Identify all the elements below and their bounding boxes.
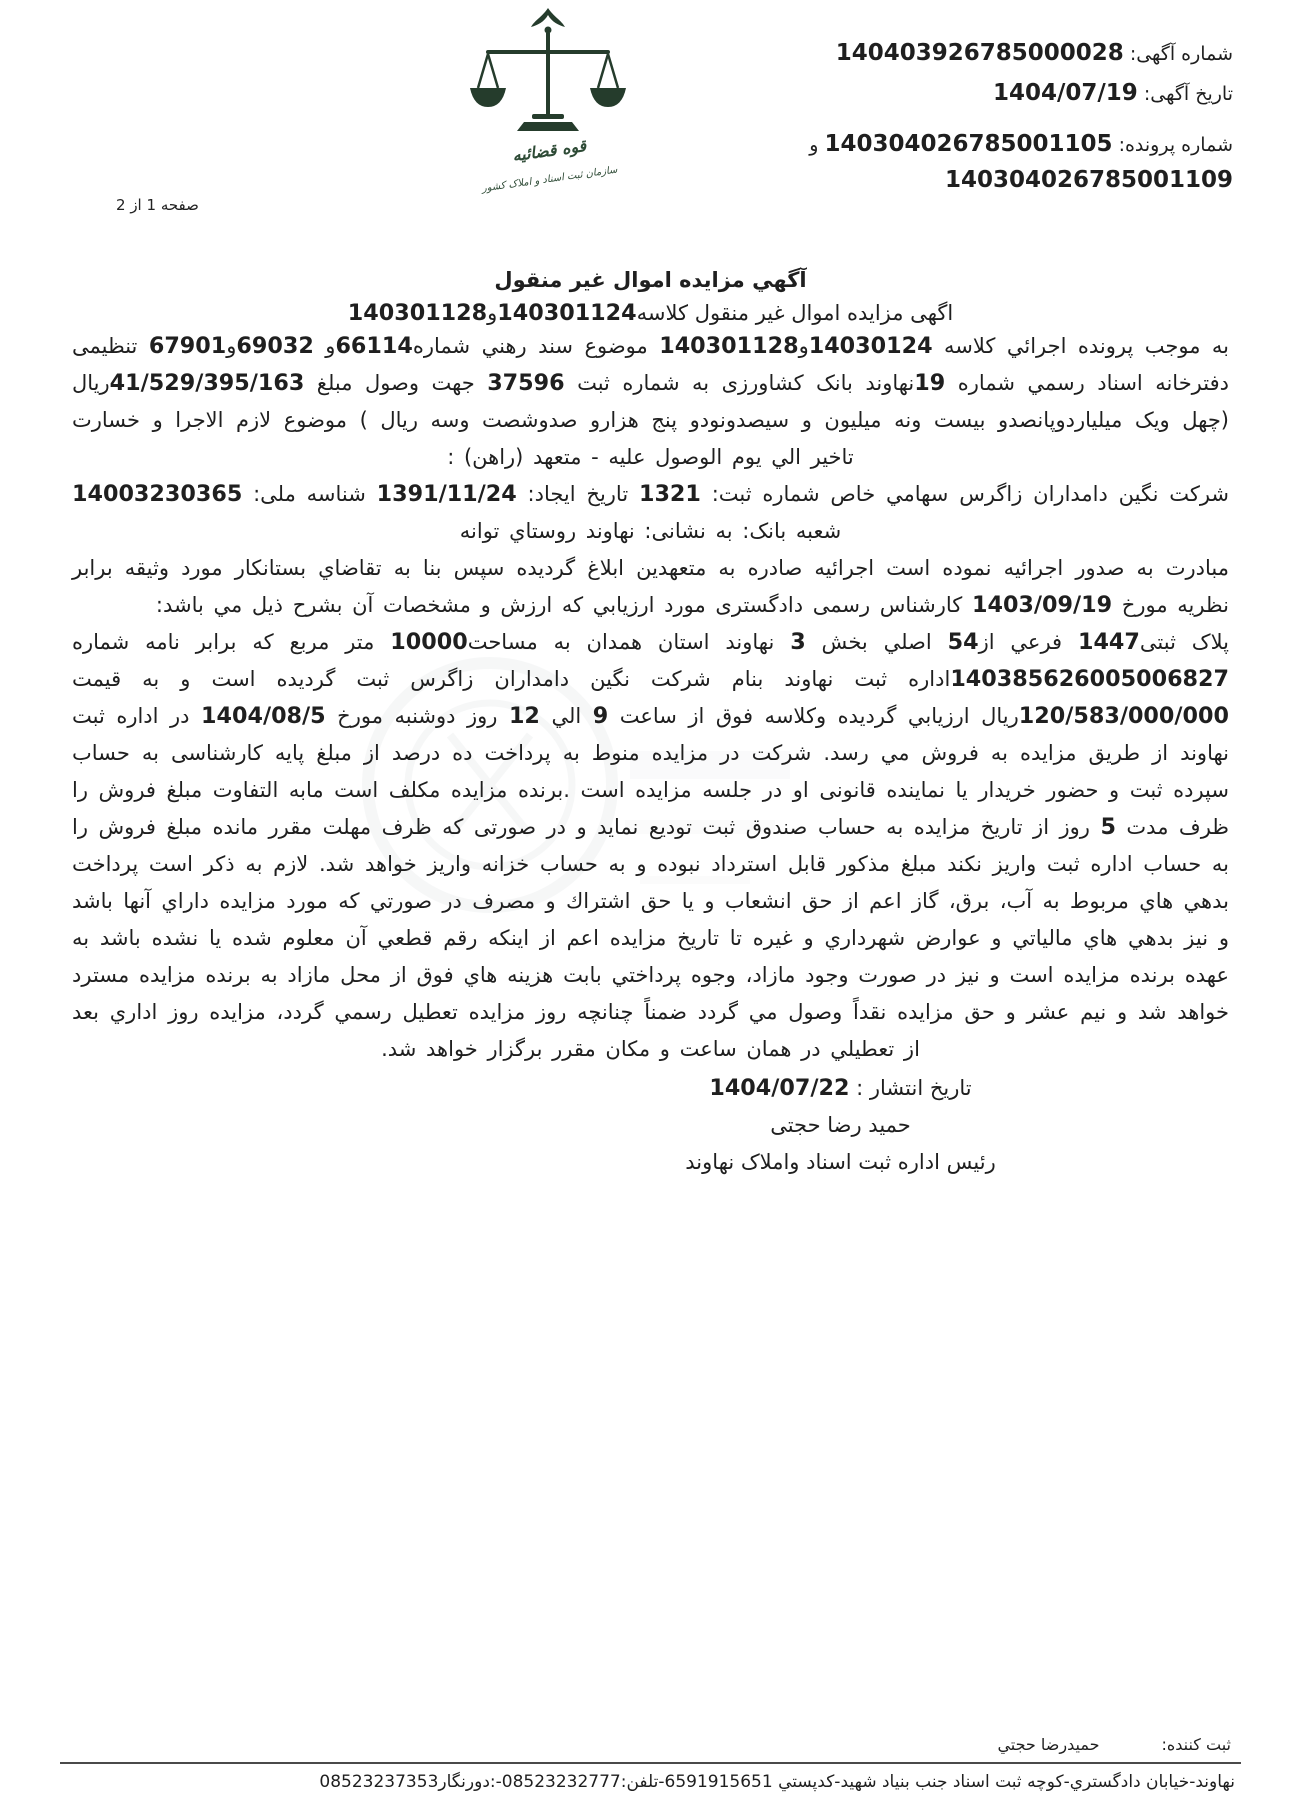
page-indicator: صفحه 1 از 2	[116, 196, 199, 214]
ad-date-label: تاریخ آگهی:	[1143, 82, 1233, 105]
registrar-name: حمیدرضا حجتي	[997, 1735, 1100, 1754]
registrar-label: ثبت کننده:	[1161, 1735, 1231, 1754]
paragraph-debtor: شرکت نگین دامداران زاگرس سهامي خاص شماره ثبت: 1321 تاریخ ایجاد: 1391/11/24 شناسه ملی: 14003230365 شعبه بانک: به نشانی: نهاوند روستاي توانه	[72, 481, 1230, 543]
publish-date: تاریخ انتشار : 1404/07/22	[709, 1075, 972, 1101]
doc-footer	[0, 1735, 1301, 1792]
ad-number-label: شماره آگهی:	[1129, 43, 1233, 65]
case-number-1: 140304026785001105	[824, 131, 1113, 158]
ad-date-row	[708, 76, 1233, 112]
paragraph-appraisal: مبادرت به صدور اجرائیه نموده است اجرائیه صادره به متعهدین ابلاغ گردیده سپس بنا به تقاضاي بستانکار مورد وثیقه برابر نظریه مورخ 1403/09/19 کارشناس رسمی دادگستری مورد ارزيابي که ارزش و مشخصات آن بشرح ذیل مي باشد:	[72, 556, 1229, 618]
case-and: و	[809, 134, 819, 157]
paragraph-obligation: به موجب پرونده اجرائي کلاسه 14030124و140301128 موضوع سند رهني شماره66114و 69032و67901 تنظیمی دفترخانه اسناد رسمي شماره 19نهاوند بانک کشاورزی به شماره ثبت 37596 جهت وصول مبلغ 41/529/395/163ریال (چهل ویک میلیاردوپانصدو بیست ونه میلیون و سیصدونودو پنج هزارو صدوشصت وسه ریال ) موضوع لازم الاجرا و خسارت تاخیر الي يوم الوصول عليه - متعهد (راهن) :	[72, 333, 1229, 469]
office-address: نهاوند-خیابان دادگستري-کوچه ثبت اسناد جنب بنیاد شهید-کدپستي 6591915651-تلفن:08523232777-:دورنگار08523237353	[319, 1772, 1235, 1792]
ad-number-value: 140403926785000028	[835, 40, 1124, 66]
scales-of-justice-icon	[470, 8, 626, 131]
case-number-row	[708, 127, 1233, 198]
ad-number-row	[708, 36, 1233, 72]
emblem-org-line2: سازمان ثبت اسناد و املاک کشور	[481, 164, 619, 195]
registrar-row	[0, 1735, 1301, 1754]
emblem-org-line1: قوه قضائیه	[511, 135, 588, 166]
signatory-name: حمید رضا حجتی	[770, 1113, 911, 1137]
footer-divider	[60, 1762, 1241, 1764]
doc-title: آگهي مزايده اموال غير منقول	[494, 268, 807, 292]
ad-date-value: 1404/07/19	[992, 79, 1138, 106]
doc-subtitle: اگهی مزایده اموال غیر منقول کلاسه140301124و140301128	[347, 300, 954, 326]
judiciary-emblem-icon	[458, 4, 638, 204]
case-number-label: شماره پرونده:	[1118, 134, 1233, 157]
signatory-role: رئیس اداره ثبت اسناد واملاک نهاوند	[685, 1150, 996, 1174]
case-number-2: 140304026785001109	[944, 166, 1233, 193]
doc-meta	[708, 36, 1233, 203]
signature-block	[72, 1070, 1229, 1181]
doc-body	[72, 268, 1229, 1181]
paragraph-terms: پلاک ثبتی1447 فرعي از54 اصلي بخش 3 نهاوند استان همدان به مساحت10000 متر مربع که برابر نامه شماره 140385626005006827اداره ثبت نهاوند بنام شرکت نگین دامداران زاگرس ثبت گردیده است و به قیمت 120/583/000/000ریال ارزيابي گرديده وکلاسه فوق از ساعت 9 الي 12 روز دوشنبه مورخ 1404/08/5 در اداره ثبت نهاوند از طریق مزایده به فروش مي رسد. شرکت در مزایده منوط به پرداخت ده درصد از مبلغ پایه کارشناسی به حساب سپرده ثبت و حضور خریدار یا نماینده قانونی او در جلسه مزایده است .برنده مزایده مکلف است مابه التفاوت مبلغ فروش را ظرف مدت 5 روز از تاریخ مزایده به حساب صندوق ثبت تودیع نماید و در صورتی که ظرف مهلت مقرر مانده مبلغ فروش را به حساب اداره ثبت واریز نکند مبلغ مذکور قابل استرداد نبوده و به حساب خزانه واریز خواهد شد. لازم به ذکر است پرداخت بدهي هاي مربوط به آب، برق، گاز اعم از حق انشعاب و یا حق اشتراك و مصرف در صورتي که مورد مزایده داراي آنها باشد و نیز بدهي هاي مالیاتي و عوارض شهرداري و غیره تا تاریخ مزایده اعم از اینکه رقم قطعي آن معلوم شده یا نشده باشد به عهده برنده مزایده است و نیز در صورت وجود مازاد، وجوه پرداختي بابت هزینه هاي فوق از محل مازاد به برنده مزایده مسترد خواهد شد و نیم عشر و حق مزایده نقداً وصول مي گردد ضمناً چنانچه روز مزایده تعطیل رسمي گردد، مزایده روز اداري بعد از تعطیلي در همان ساعت و مکان مقرر برگزار خواهد شد.	[72, 629, 1229, 1061]
